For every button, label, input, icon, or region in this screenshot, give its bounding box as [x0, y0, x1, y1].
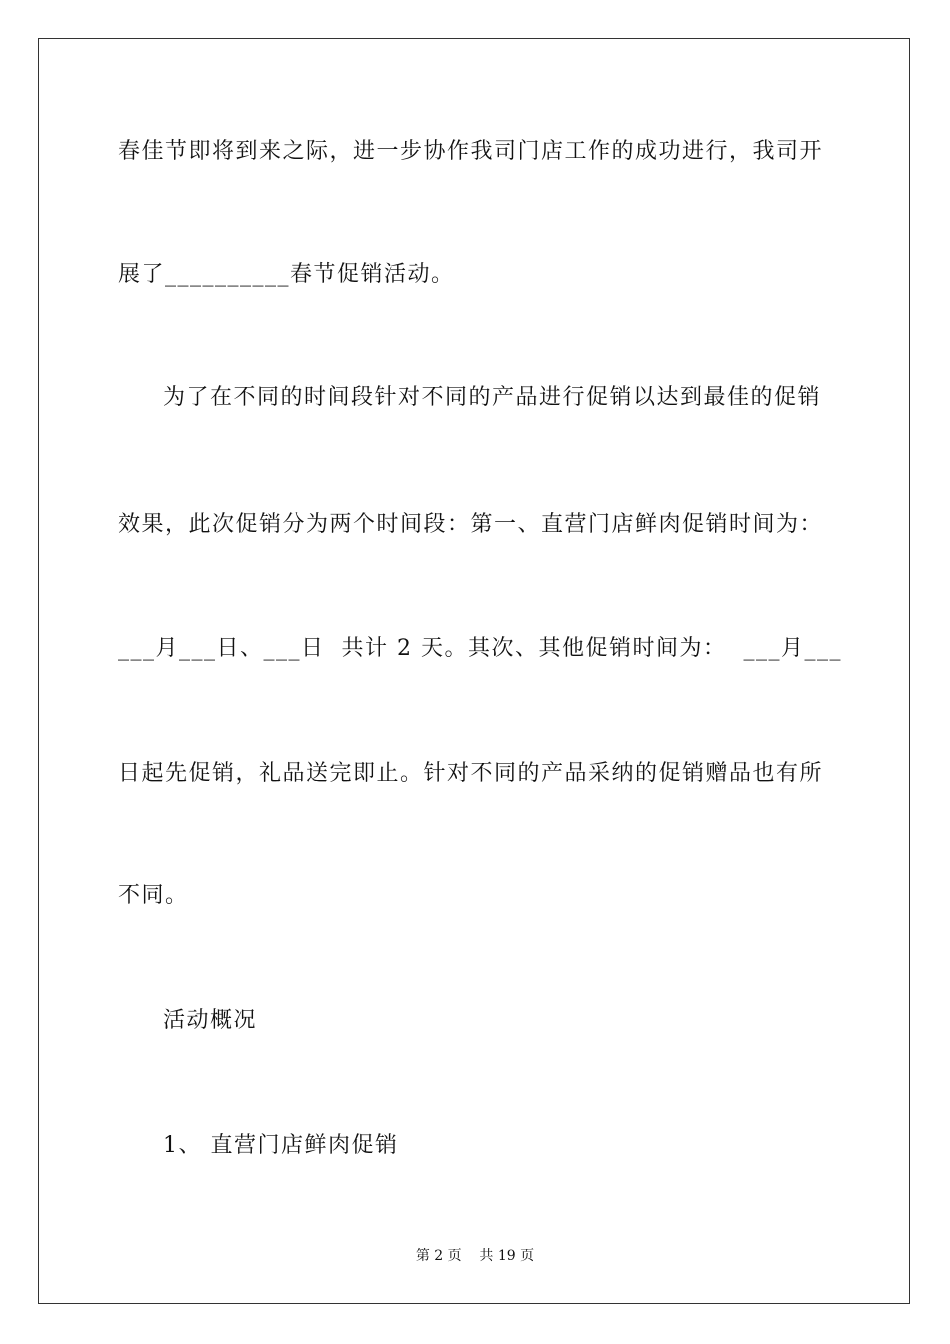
page-frame [38, 38, 910, 1304]
list-item: 1、 直营门店鲜肉促销 [163, 1133, 399, 1158]
section-heading: 活动概况 [163, 1008, 258, 1033]
paragraph-line: ___月___日、___日 共计 2 天。其次、其他促销时间为： ___月___ [118, 636, 842, 661]
paragraph-line: 展了__________春节促销活动。 [118, 262, 455, 287]
paragraph-line: 春佳节即将到来之际，进一步协作我司门店工作的成功进行，我司开 [118, 139, 824, 164]
paragraph-line: 不同。 [118, 883, 189, 908]
paragraph-line: 日起先促销，礼品送完即止。针对不同的产品采纳的促销赠品也有所 [118, 761, 824, 786]
page-footer: 第 2 页 共 19 页 [415, 1248, 535, 1264]
paragraph-line: 为了在不同的时间段针对不同的产品进行促销以达到最佳的促销 [163, 385, 822, 410]
paragraph-line: 效果，此次促销分为两个时间段：第一、直营门店鲜肉促销时间为： [118, 512, 824, 537]
